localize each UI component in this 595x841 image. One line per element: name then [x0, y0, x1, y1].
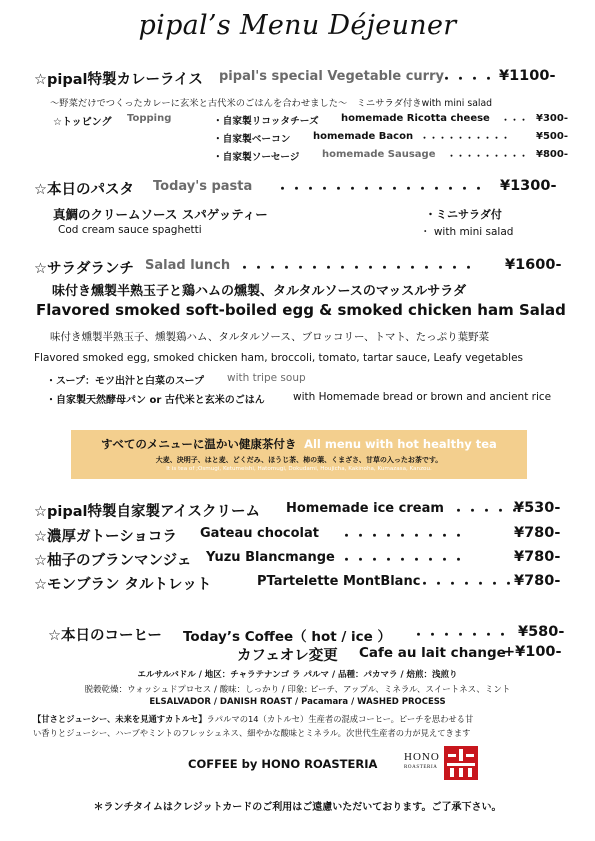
salad-dish-en: Flavored smoked soft-boiled egg & smoked chicken ham Salad [36, 301, 566, 319]
cafe-au-lait-en: Cafe au lait change [359, 645, 506, 661]
pasta-name-en: Today's pasta [153, 179, 253, 194]
dessert-name-en: Yuzu Blancmange [206, 550, 335, 565]
hono-logo-subtext: ROASTERIA [404, 765, 438, 770]
dessert-name-en: Gateau chocolat [200, 526, 319, 541]
curry-description: 〜野菜だけでつくったカレーに玄米と古代米のごはんを合わせました〜 ミニサラダ付きwith mini salad [50, 98, 493, 109]
salad-bread-en: with Homemade bread or brown and ancient rice [293, 391, 552, 403]
tea-banner [71, 430, 527, 479]
topping-item-dots: ・・・ [501, 116, 529, 126]
coffee-bean-info-2: 脱穀乾燥：ウォッシュドプロセス / 酸味：しっかり / 印象: ピーチ、アップル、ミネラル、スイートネス、ミント [84, 685, 511, 695]
topping-item-jp: ・自家製リコッタチーズ [213, 116, 319, 127]
topping-label-jp: ☆トッピング [53, 117, 112, 128]
topping-item-en: homemade Bacon [313, 131, 414, 142]
dessert-price: ¥530- [514, 500, 561, 516]
coffee-roaster: COFFEE by HONO ROASTERIA [188, 757, 378, 771]
cafe-au-lait-price: +¥100- [503, 644, 562, 660]
coffee-dots: ・・・・・・・ [412, 628, 511, 643]
pasta-side-en: ・ with mini salad [420, 226, 514, 238]
pasta-side-jp: ・ミニサラダ付 [425, 208, 502, 221]
curry-name-jp: ☆pipal特製カレーライス [34, 72, 203, 88]
pasta-name-jp: ☆本日のパスタ [34, 182, 134, 198]
dessert-name-jp: ☆濃厚ガトーショコラ [34, 529, 177, 545]
topping-item-price: ¥300- [536, 113, 568, 124]
topping-item-jp: ・自家製ソーセージ [213, 152, 300, 163]
topping-item-en: homemade Sausage [322, 149, 436, 160]
salad-bread-jp: ・自家製天然酵母パン or 古代米と玄米のごはん [46, 395, 265, 406]
salad-name-en: Salad lunch [145, 258, 231, 273]
footer-note: ＊ランチタイムはクレジットカードのご利用はご遠慮いただいております。ご了承下さい。 [93, 802, 502, 813]
coffee-bean-info-3: ELSALVADOR / DANISH ROAST / Pacamara / WASHED PROCESS [149, 697, 446, 707]
salad-name-jp: ☆サラダランチ [34, 261, 134, 277]
dessert-name-jp: ☆モンブラン タルトレット [34, 577, 212, 593]
hono-logo-icon [444, 746, 478, 780]
coffee-blend-description-2: い香りとジューシー、ハーブやミントのフレッシュネス、細やかな酸味とミネラル。次世代生産者の力が見えてきます [33, 728, 471, 738]
salad-ingredients-en: Flavored smoked egg, smoked chicken ham, broccoli, tomato, tartar sauce, Leafy vegetables [34, 352, 523, 364]
pasta-dots: ・・・・・・・・・・・・・・・ [276, 182, 487, 197]
cafe-au-lait-jp: カフェオレ変更 [237, 648, 338, 664]
salad-soup-jp: ・スープ：モツ出汁と白菜のスープ [46, 376, 204, 387]
curry-dots: ・・・・ [440, 72, 497, 87]
topping-item-dots: ・・・・・・・・・ [447, 152, 529, 162]
tea-list-jp: 大麦、決明子、はと麦、どくだみ、ほうじ茶、柿の葉、くまざさ、甘草の入ったお茶です。 [155, 456, 443, 464]
dessert-dots: ・・・・・・・ [418, 577, 517, 592]
salad-soup-en: with tripe soup [227, 372, 306, 384]
coffee-price: ¥580- [518, 624, 565, 640]
tea-list-en: It is tea of ;Osmugi, Ketumeishi, Hatomugi, Dokudami, Houjicha, Kakinoha, Kumazasa, Kanzou. [166, 466, 432, 472]
tea-banner-title [71, 436, 527, 452]
coffee-name-jp: ☆本日のコーヒー [48, 628, 162, 644]
dessert-name-en: Homemade ice cream [286, 501, 444, 516]
dessert-name-jp: ☆柚子のブランマンジェ [34, 553, 192, 569]
topping-item-jp: ・自家製ベーコン [213, 134, 291, 145]
curry-price: ¥1100- [499, 68, 556, 84]
dessert-dots: ・・・・・ [452, 504, 523, 519]
coffee-name-en: Today’s Coffee（ hot / ice ） [183, 629, 391, 645]
salad-price: ¥1600- [505, 257, 562, 273]
salad-dots: ・・・・・・・・・・・・・・・・・ [238, 261, 477, 276]
coffee-blend-description: 【甘さとジューシー、未来を見通すカトルセ】ラパルマの14（カトルセ）生産者の混成コーヒー。ピーチを思わせる甘 [33, 714, 474, 724]
topping-item-en: homemade Ricotta cheese [341, 113, 490, 124]
dessert-name-jp: ☆pipal特製自家製アイスクリーム [34, 504, 261, 520]
menu-title: pipal’s Menu Déjeuner [138, 10, 457, 41]
tea-title-jp: すべてのメニューに温かい健康茶付き [101, 437, 297, 451]
dessert-dots: ・・・・・・・・・ [340, 553, 467, 568]
topping-label-en: Topping [127, 113, 172, 124]
pasta-price: ¥1300- [500, 178, 557, 194]
dessert-name-en: PTartelette MontBlanc [257, 574, 421, 589]
dessert-price: ¥780- [514, 549, 561, 565]
topping-item-price: ¥500- [536, 131, 568, 142]
pasta-dish-jp: 真鯛のクリームソース スパゲッティー [53, 207, 268, 222]
salad-ingredients-jp: 味付き燻製半熟玉子、燻製鶏ハム、タルタルソース、ブロッコリー、トマト、たっぷり葉野菜 [50, 331, 490, 343]
topping-item-dots: ・・・・・・・・・・ [420, 134, 511, 144]
salad-dish-jp: 味付き燻製半熟玉子と鶏ハムの燻製、タルタルソースのマッスルサラダ [52, 284, 467, 299]
coffee-bean-info-1: エルサルバドル / 地区：チャラテナンゴ ラ パルマ / 品種：パカマラ / 焙煎：浅煎り [137, 670, 458, 680]
dessert-price: ¥780- [514, 525, 561, 541]
curry-name-en: pipal's special Vegetable curry [219, 69, 444, 84]
tea-title-en: All menu with hot healthy tea [304, 437, 497, 451]
dessert-dots: ・・・・・・・・・ [340, 529, 467, 544]
topping-item-price: ¥800- [536, 149, 568, 160]
dessert-price: ¥780- [514, 573, 561, 589]
pasta-dish-en: Cod cream sauce spaghetti [58, 224, 202, 236]
hono-logo-text: HONO [404, 751, 440, 763]
